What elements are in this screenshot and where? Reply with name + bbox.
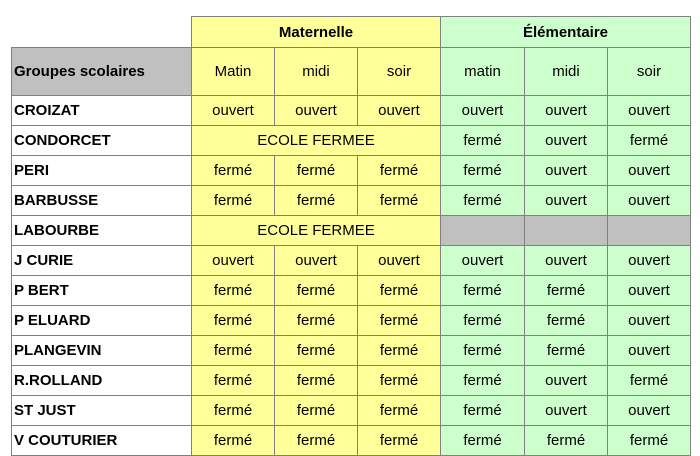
elementaire-status-cell: fermé [608, 366, 691, 396]
elementaire-status-cell: fermé [525, 306, 608, 336]
elementaire-empty-cell [525, 216, 608, 246]
maternelle-status-cell: ouvert [275, 96, 358, 126]
elementaire-status-cell: ouvert [441, 246, 525, 276]
maternelle-status-cell: fermé [192, 306, 275, 336]
maternelle-status-cell: fermé [358, 426, 441, 456]
maternelle-status-cell: fermé [358, 276, 441, 306]
maternelle-status-cell: fermé [358, 366, 441, 396]
elementaire-status-cell: ouvert [525, 246, 608, 276]
maternelle-status-cell: fermé [275, 366, 358, 396]
school-name: LABOURBE [12, 216, 192, 246]
table-row [12, 216, 691, 246]
maternelle-status-cell: fermé [358, 186, 441, 216]
maternelle-status-cell: fermé [275, 426, 358, 456]
maternelle-status-cell: fermé [358, 306, 441, 336]
elementaire-header: Élémentaire [441, 17, 691, 48]
maternelle-status-cell: fermé [275, 306, 358, 336]
header-row-2 [12, 48, 691, 96]
maternelle-col-midi: midi [275, 48, 358, 96]
elementaire-status-cell: ouvert [608, 306, 691, 336]
maternelle-status-cell: fermé [275, 276, 358, 306]
elementaire-col-matin: matin [441, 48, 525, 96]
elementaire-status-cell: ouvert [441, 96, 525, 126]
maternelle-status-cell: ouvert [358, 96, 441, 126]
elementaire-status-cell: fermé [441, 396, 525, 426]
maternelle-status-cell: fermé [192, 396, 275, 426]
school-name: P ELUARD [12, 306, 192, 336]
school-name: R.ROLLAND [12, 366, 192, 396]
elementaire-status-cell: ouvert [525, 126, 608, 156]
table-row [12, 396, 691, 426]
school-name: ST JUST [12, 396, 192, 426]
maternelle-status-cell: fermé [275, 336, 358, 366]
maternelle-header: Maternelle [192, 17, 441, 48]
maternelle-status-cell: fermé [192, 336, 275, 366]
school-name: P BERT [12, 276, 192, 306]
maternelle-status-cell: fermé [192, 186, 275, 216]
elementaire-status-cell: ouvert [608, 336, 691, 366]
elementaire-status-cell: ouvert [608, 96, 691, 126]
maternelle-status-cell: fermé [192, 156, 275, 186]
school-name: CROIZAT [12, 96, 192, 126]
elementaire-col-midi: midi [525, 48, 608, 96]
table-row [12, 336, 691, 366]
elementaire-status-cell: ouvert [525, 396, 608, 426]
school-name: CONDORCET [12, 126, 192, 156]
maternelle-closed-cell: ECOLE FERMEE [192, 216, 441, 246]
maternelle-status-cell: fermé [192, 276, 275, 306]
maternelle-closed-cell: ECOLE FERMEE [192, 126, 441, 156]
table-row [12, 366, 691, 396]
school-name: PERI [12, 156, 192, 186]
maternelle-col-soir: soir [358, 48, 441, 96]
school-name: PLANGEVIN [12, 336, 192, 366]
elementaire-status-cell: ouvert [525, 186, 608, 216]
elementaire-status-cell: fermé [525, 336, 608, 366]
elementaire-status-cell: ouvert [608, 396, 691, 426]
elementaire-empty-cell [608, 216, 691, 246]
maternelle-status-cell: fermé [275, 156, 358, 186]
table-row [12, 246, 691, 276]
schools-table [11, 16, 691, 456]
elementaire-status-cell: fermé [441, 186, 525, 216]
maternelle-status-cell: fermé [358, 156, 441, 186]
table-row [12, 96, 691, 126]
school-name: V COUTURIER [12, 426, 192, 456]
elementaire-status-cell: fermé [608, 126, 691, 156]
maternelle-status-cell: ouvert [358, 246, 441, 276]
elementaire-status-cell: fermé [608, 426, 691, 456]
maternelle-status-cell: fermé [358, 336, 441, 366]
elementaire-status-cell: fermé [441, 276, 525, 306]
maternelle-status-cell: fermé [358, 396, 441, 426]
elementaire-status-cell: ouvert [608, 156, 691, 186]
maternelle-status-cell: fermé [275, 396, 358, 426]
maternelle-status-cell: ouvert [275, 246, 358, 276]
maternelle-status-cell: fermé [275, 186, 358, 216]
maternelle-status-cell: ouvert [192, 96, 275, 126]
elementaire-status-cell: fermé [525, 276, 608, 306]
table-row [12, 186, 691, 216]
maternelle-status-cell: fermé [192, 426, 275, 456]
school-name: J CURIE [12, 246, 192, 276]
school-name: BARBUSSE [12, 186, 192, 216]
header-row-1 [12, 17, 691, 48]
elementaire-status-cell: ouvert [608, 276, 691, 306]
table-row [12, 126, 691, 156]
elementaire-col-soir: soir [608, 48, 691, 96]
elementaire-status-cell: fermé [441, 156, 525, 186]
elementaire-empty-cell [441, 216, 525, 246]
elementaire-status-cell: fermé [525, 426, 608, 456]
elementaire-status-cell: fermé [441, 366, 525, 396]
elementaire-status-cell: ouvert [608, 186, 691, 216]
groupes-scolaires-header: Groupes scolaires [12, 48, 192, 96]
maternelle-status-cell: fermé [192, 366, 275, 396]
elementaire-status-cell: fermé [441, 336, 525, 366]
elementaire-status-cell: ouvert [525, 366, 608, 396]
elementaire-status-cell: ouvert [608, 246, 691, 276]
maternelle-col-matin: Matin [192, 48, 275, 96]
corner-blank [12, 17, 192, 48]
maternelle-status-cell: ouvert [192, 246, 275, 276]
table-row [12, 306, 691, 336]
elementaire-status-cell: fermé [441, 126, 525, 156]
table-row [12, 156, 691, 186]
table-row [12, 276, 691, 306]
elementaire-status-cell: ouvert [525, 156, 608, 186]
elementaire-status-cell: ouvert [525, 96, 608, 126]
elementaire-status-cell: fermé [441, 306, 525, 336]
elementaire-status-cell: fermé [441, 426, 525, 456]
